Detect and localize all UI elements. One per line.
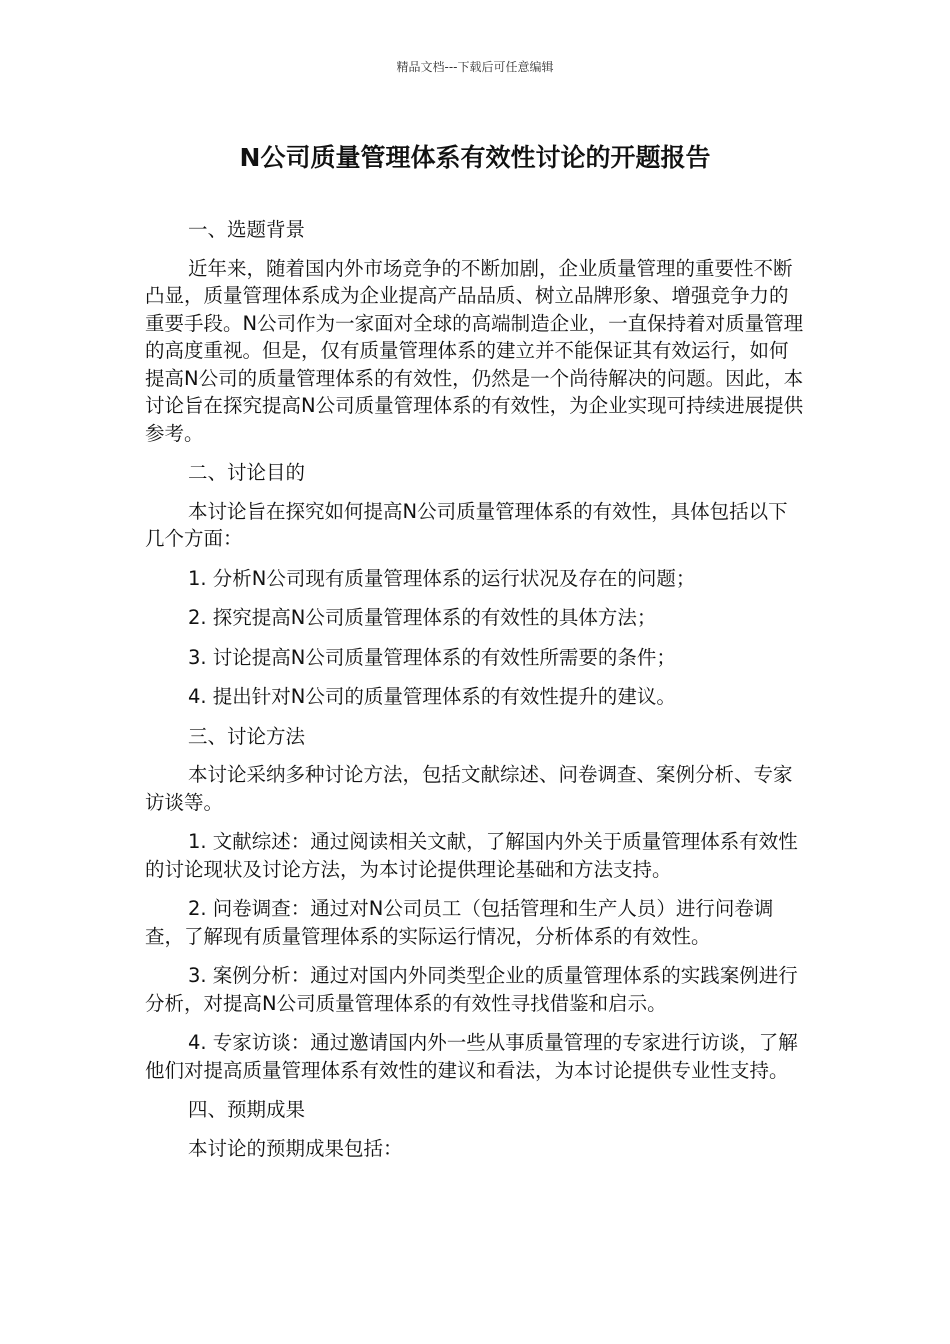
paragraph-outcomes-intro: 本讨论的预期成果包括： [188,1136,403,1160]
section-heading-purpose: 二、讨论目的 [188,461,306,484]
list-item-method-2: 2. 问卷调查：通过对N公司员工（包括管理和生产人员）进行问卷调查，了解现有质量管理体系的实际运行情况，分析体系的有效性。 [145,897,774,948]
list-item-method-4: 4. 专家访谈：通过邀请国内外一些从事质量管理的专家进行访谈，了解他们对提高质量管理体系有效性的建议和看法，为本讨论提供专业性支持。 [145,1031,798,1082]
list-item-purpose-2: 2. 探究提高N公司质量管理体系的有效性的具体方法； [188,606,657,629]
section-heading-methods: 三、讨论方法 [188,724,306,748]
paragraph-purpose-intro: 本讨论旨在探究如何提高N公司质量管理体系的有效性，具体包括以下几个方面： [145,499,788,550]
paragraph-background: 近年来，随着国内外市场竞争的不断加剧，企业质量管理的重要性不断凸显，质量管理体系成为企业提高产品品质、树立品牌形象、增强竞争力的重要手段。N公司作为一家面对全球的高端制造企业，一直保持着对质量管理的高度重视。但是，仅有质量管理体系的建立并不能保证其有效运行，如何提高N公司的质量管理体系的有效性，仍然是一个尚待解决的问题。因此，本讨论旨在探究提高N公司质量管理体系的有效性，为企业实现可持续进展提供参考。 [145,256,804,445]
list-item-purpose-3: 3. 讨论提高N公司质量管理体系的有效性所需要的条件； [188,645,676,669]
paragraph-methods-intro: 本讨论采纳多种讨论方法，包括文献综述、问卷调查、案例分析、专家访谈等。 [145,763,793,814]
section-heading-outcomes: 四、预期成果 [188,1098,306,1121]
list-item-method-1: 1. 文献综述：通过阅读相关文献，了解国内外关于质量管理体系有效性的讨论现状及讨论方法，为本讨论提供理论基础和方法支持。 [145,830,798,881]
list-item-purpose-1: 1. 分析N公司现有质量管理体系的运行状况及存在的问题； [188,566,696,590]
list-item-purpose-4: 4. 提出针对N公司的质量管理体系的有效性提升的建议。 [188,685,676,708]
document-body [145,216,805,1174]
section-heading-background: 一、选题背景 [188,218,306,241]
document-title: N公司质量管理体系有效性讨论的开题报告 [239,143,711,172]
header-note: 精品文档---下载后可任意编辑 [396,60,554,74]
list-item-method-3: 3. 案例分析：通过对国内外同类型企业的质量管理体系的实践案例进行分析，对提高N公司质量管理体系的有效性寻找借鉴和启示。 [145,964,798,1015]
